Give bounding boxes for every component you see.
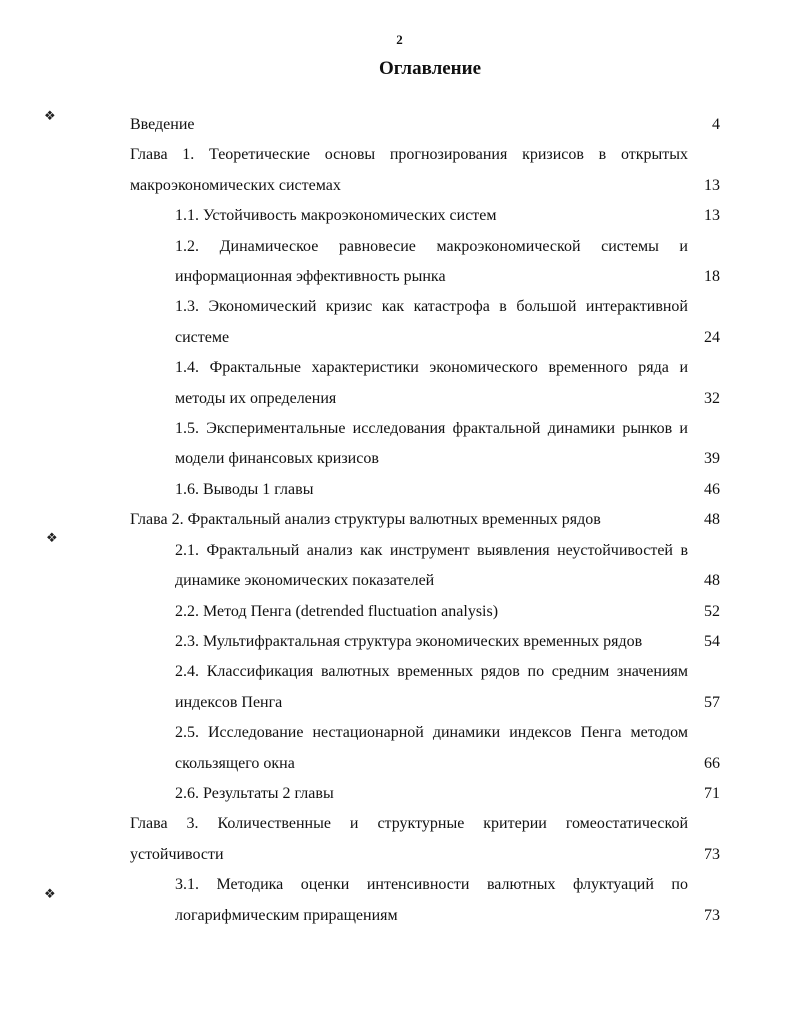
- page-title: Оглавление: [378, 58, 482, 79]
- toc-entry: [175, 201, 720, 231]
- toc-entry-title: 1.4. Фрактальные характеристики экономического временного ряда и методы их определения: [175, 359, 688, 407]
- toc-entry-page: 24: [704, 328, 720, 346]
- toc-entry-page: 57: [704, 693, 720, 711]
- toc-entry-page: 48: [704, 572, 720, 590]
- toc-entry: [175, 627, 720, 657]
- toc-entry-title: Глава 3. Количественные и структурные критерии гомеостатической устойчивости: [130, 815, 688, 863]
- toc-entry: [130, 505, 720, 535]
- toc-entry: [175, 870, 720, 931]
- toc-entry-page: 66: [704, 754, 720, 772]
- toc-entry-page: 46: [704, 480, 720, 498]
- toc-entry-title: 2.4. Классификация валютных временных рядов по средним значениям индексов Пенга: [175, 663, 688, 711]
- toc-entry-title: Введение: [130, 116, 195, 133]
- toc-entry-page: 52: [704, 602, 720, 620]
- toc-entry: [130, 140, 720, 201]
- toc-entry-title: Глава 1. Теоретические основы прогнозирования кризисов в открытых макроэкономических системах: [130, 146, 688, 194]
- toc-entry: [175, 597, 720, 627]
- toc-entry-page: 32: [704, 389, 720, 407]
- toc-entry: [175, 475, 720, 505]
- toc-entry-page: 18: [704, 268, 720, 286]
- toc-entry: [175, 292, 720, 353]
- toc-entry-page: 54: [704, 632, 720, 650]
- toc-entry: [130, 110, 720, 140]
- toc-entry-title: 1.1. Устойчивость макроэкономических систем: [175, 207, 497, 225]
- toc-entry-page: 73: [704, 845, 720, 863]
- toc-entry: [175, 718, 720, 779]
- toc-entry-page: 39: [704, 450, 720, 468]
- table-of-contents: [130, 110, 720, 931]
- toc-entry: [175, 657, 720, 718]
- binding-hole-mark: ❖: [44, 108, 56, 123]
- toc-entry-page: 4: [712, 116, 720, 133]
- toc-entry-page: 48: [704, 511, 720, 529]
- toc-entry-title: 1.2. Динамическое равновесие макроэкономической системы и информационная эффективность рынка: [175, 237, 688, 286]
- toc-entry-title: 2.5. Исследование нестационарной динамики индексов Пенга методом скользящего окна: [175, 724, 688, 772]
- toc-entry-title: Глава 2. Фрактальный анализ структуры валютных временных рядов: [130, 511, 601, 529]
- toc-entry-title: 1.5. Экспериментальные исследования фрактальной динамики рынков и модели финансовых кризисов: [175, 420, 688, 468]
- toc-entry-title: 2.3. Мультифрактальная структура экономических временных рядов: [175, 632, 643, 650]
- toc-entry-title: 2.2. Метод Пенга (detrended fluctuation analysis): [175, 602, 499, 620]
- toc-entry-page: 13: [704, 176, 720, 194]
- toc-entry-page: 13: [704, 207, 720, 225]
- toc-entry-page: 73: [704, 906, 720, 924]
- page-number: 2: [396, 32, 403, 47]
- toc-entry: [175, 536, 720, 597]
- toc-entry: [175, 779, 720, 809]
- toc-entry-title: 2.1. Фрактальный анализ как инструмент выявления неустойчивостей в динамике экономических показателей: [175, 541, 688, 590]
- toc-entry: [175, 353, 720, 414]
- toc-entry-title: 1.6. Выводы 1 главы: [175, 480, 314, 498]
- binding-hole-mark: ❖: [46, 530, 58, 545]
- toc-entry-title: 1.3. Экономический кризис как катастрофа в большой интерактивной системе: [175, 298, 688, 346]
- toc-entry: [175, 232, 720, 293]
- binding-hole-mark: ❖: [44, 886, 56, 901]
- toc-entry: [130, 809, 720, 870]
- toc-entry: [175, 414, 720, 475]
- toc-entry-title: 2.6. Результаты 2 главы: [175, 784, 334, 802]
- toc-entry-title: 3.1. Методика оценки интенсивности валютных флуктуаций по логарифмическим приращениям: [175, 876, 688, 924]
- toc-entry-page: 71: [704, 784, 720, 802]
